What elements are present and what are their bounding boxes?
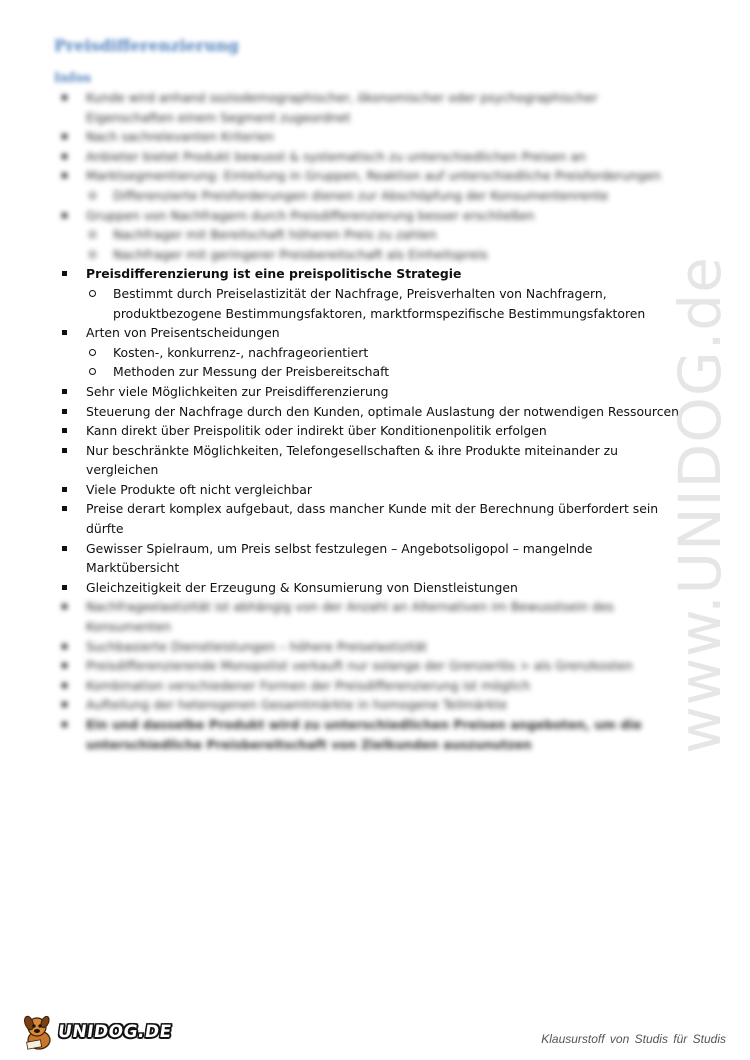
circle-bullet-icon (89, 231, 96, 238)
square-bullet-icon (62, 173, 67, 178)
watermark (640, 256, 750, 754)
list-item (0, 402, 686, 422)
square-bullet-icon (62, 134, 67, 139)
list-item-text: Preisdifferenzierende Monopolist verkauft nur solange der Grenzerlös > als Grenzkosten (86, 658, 633, 674)
square-bullet-icon (62, 663, 67, 668)
list-item-text: Viele Produkte oft nicht vergleichbar (86, 481, 312, 497)
list-item (0, 147, 686, 167)
list-item (0, 637, 686, 657)
list-item (0, 715, 686, 754)
sub-list-item (0, 343, 683, 363)
logo-text: UNIDOG.DE (56, 1022, 173, 1042)
list-item-text: Kunde wird anhand soziodemographischer, ökonomischer oder psychographischer Eigenschaften einem Segment zugeordnet (86, 90, 598, 125)
square-bullet-icon (62, 271, 67, 276)
circle-bullet-icon (89, 192, 96, 199)
sub-list-item (0, 362, 683, 382)
section-heading: Infos (54, 71, 92, 86)
list-item-text: Marktsegmentierung: Einteilung in Gruppen, Reaktion auf unterschiedliche Preisforderungen (86, 168, 661, 184)
square-bullet-icon (62, 722, 67, 727)
square-bullet-icon (62, 546, 67, 551)
list-item-text: Preisdifferenzierung ist eine preispolitische Strategie (86, 266, 462, 282)
list-item (0, 441, 686, 480)
list-item (0, 676, 686, 696)
list-item-text: Gleichzeitigkeit der Erzeugung & Konsumierung von Dienstleistungen (86, 579, 518, 595)
square-bullet-icon (62, 702, 67, 707)
list-item (0, 539, 686, 578)
list-item (0, 695, 686, 715)
list-item-text: Kann direkt über Preispolitik oder indirekt über Konditionenpolitik erfolgen (86, 423, 547, 439)
list-item (0, 166, 686, 186)
list-item-text: Anbieter bietet Produkt bewusst & systematisch zu unterschiedlichen Preisen an (86, 148, 586, 164)
list-item-text: Preise derart komplex aufgebaut, dass mancher Kunde mit der Berechnung überfordert sein dürfte (86, 501, 659, 537)
list-item (0, 382, 686, 402)
sub-list-item (0, 284, 683, 323)
circle-bullet-icon (89, 290, 96, 297)
list-item-text: Bestimmt durch Preiselastizität der Nachfrage, Preisverhalten von Nachfragern, produktbezogene Bestimmungsfaktoren, marktformspezifische Bestimmungsfaktoren (113, 285, 646, 321)
square-bullet-icon (62, 428, 67, 433)
square-bullet-icon (62, 506, 67, 511)
list-item-text: Nur beschränkte Möglichkeiten, Telefongesellschaften & ihre Produkte miteinander zu vergleichen (86, 442, 618, 478)
square-bullet-icon (62, 389, 67, 394)
circle-bullet-icon (89, 349, 96, 356)
footer-tagline: Klausurstoff von Studis für Studis (541, 1032, 726, 1046)
list-item-text: Nachfrageelastizität ist abhängig von der Anzahl an Alternativen im Bewusstsein des Konsumenten (86, 599, 614, 635)
square-bullet-icon (62, 585, 67, 590)
document-title: Preisdifferenzierung (54, 36, 239, 55)
list-item-text: Sehr viele Möglichkeiten zur Preisdifferenzierung (86, 383, 389, 399)
square-bullet-icon (62, 213, 67, 218)
square-bullet-icon (62, 448, 67, 453)
square-bullet-icon (62, 604, 67, 609)
dog-mascot-icon (22, 1013, 56, 1051)
list-item-text: Kombination verschiedener Formen der Preisdifferenzierung ist möglich (86, 677, 531, 693)
square-bullet-icon (62, 330, 67, 335)
list-item (0, 421, 686, 441)
list-item-text: Nach sachrelevanten Kriterien (86, 129, 274, 145)
square-bullet-icon (62, 409, 67, 414)
watermark-text: www.UNIDOG.de (666, 256, 734, 754)
list-item-text: Gewisser Spielraum, um Preis selbst festzulegen – Angebotsoligopol – mangelnde Marktübersicht (86, 540, 593, 576)
list-item-text: Arten von Preisentscheidungen (86, 325, 280, 341)
list-item-text: Suchbasierte Dienstleistungen – höhere Preiselastizität (86, 638, 428, 654)
list-item (0, 656, 686, 676)
list-item-text: Nachfrager mit Bereitschaft höheren Preis zu zahlen (113, 227, 437, 243)
list-item (0, 323, 686, 343)
list-item (0, 88, 686, 127)
circle-bullet-icon (89, 251, 96, 258)
list-item-text: Kosten-, konkurrenz-, nachfrageorientiert (113, 344, 369, 360)
square-bullet-icon (62, 487, 67, 492)
list-item (0, 578, 686, 598)
list-item-text: Steuerung der Nachfrage durch den Kunden, optimale Auslastung der notwendigen Ressourcen (86, 403, 680, 419)
sub-list-item (0, 245, 683, 265)
sub-list-item (0, 186, 683, 206)
list-item (0, 206, 686, 226)
bullet-list (0, 88, 750, 754)
square-bullet-icon (62, 154, 67, 159)
list-item (0, 264, 686, 284)
square-bullet-icon (62, 683, 67, 688)
list-item-text: Ein und dasselbe Produkt wird zu unterschiedlichen Preisen angeboten, um die unterschiedliche Preisbereitschaft von Zielkunden auszunutzen (86, 717, 642, 752)
footer-logo (22, 1012, 172, 1052)
circle-bullet-icon (89, 368, 96, 375)
list-item-text: Nachfrager mit geringerer Preisbereitschaft als Einheitspreis (113, 246, 488, 262)
square-bullet-icon (62, 95, 67, 100)
list-item (0, 127, 686, 147)
list-item (0, 499, 686, 538)
list-item-text: Methoden zur Messung der Preisbereitschaft (113, 364, 390, 380)
square-bullet-icon (62, 644, 67, 649)
list-item-text: Differenzierte Preisforderungen dienen zur Abschöpfung der Konsumentenrente (113, 187, 609, 203)
sub-list-item (0, 225, 683, 245)
list-item-text: Aufteilung der heterogenen Gesamtmärkte in homogene Teilmärkte (86, 697, 508, 713)
list-item (0, 480, 686, 500)
list-item (0, 597, 686, 636)
list-item-text: Gruppen von Nachfragern durch Preisdifferenzierung besser erschließen (86, 207, 535, 223)
